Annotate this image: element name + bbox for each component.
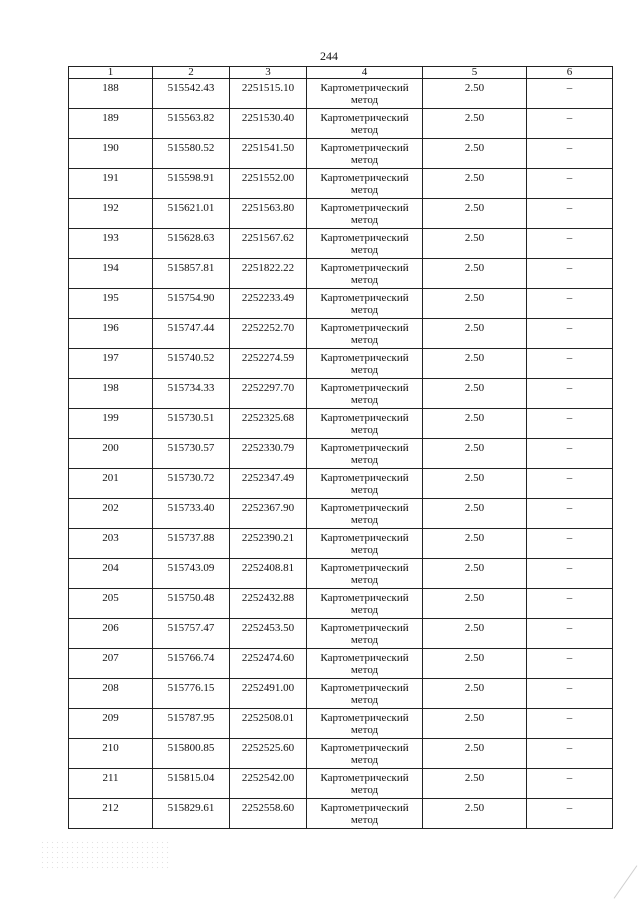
- method-line-2: метод: [350, 484, 379, 496]
- point-number-cell: 195: [69, 289, 153, 319]
- y-coordinate-cell: 2252408.81: [230, 559, 307, 589]
- accuracy-cell: 2.50: [423, 589, 527, 619]
- y-coordinate-cell: 2252558.60: [230, 799, 307, 829]
- method-cell: [307, 739, 423, 769]
- y-coordinate-cell: 2252432.88: [230, 589, 307, 619]
- table-row: [69, 349, 613, 379]
- y-coordinate-cell: 2251567.62: [230, 229, 307, 259]
- accuracy-cell: 2.50: [423, 349, 527, 379]
- x-coordinate-cell: 515766.74: [153, 649, 230, 679]
- accuracy-cell: 2.50: [423, 109, 527, 139]
- method-cell: [307, 589, 423, 619]
- method-cell: [307, 289, 423, 319]
- method-line-2: метод: [350, 364, 379, 376]
- point-number-cell: 205: [69, 589, 153, 619]
- x-coordinate-cell: 515737.88: [153, 529, 230, 559]
- column-header-6: 6: [527, 67, 613, 79]
- column-header-4: 4: [307, 67, 423, 79]
- method-line-2: метод: [350, 454, 379, 466]
- method-line-2: метод: [350, 214, 379, 226]
- method-line-2: метод: [350, 724, 379, 736]
- point-number-cell: 190: [69, 139, 153, 169]
- y-coordinate-cell: 2252474.60: [230, 649, 307, 679]
- point-number-cell: 210: [69, 739, 153, 769]
- y-coordinate-cell: 2251563.80: [230, 199, 307, 229]
- method-line-2: метод: [350, 154, 379, 166]
- method-cell: [307, 649, 423, 679]
- point-number-cell: 203: [69, 529, 153, 559]
- method-cell: [307, 349, 423, 379]
- point-number-cell: 207: [69, 649, 153, 679]
- method-line-2: метод: [350, 124, 379, 136]
- method-line-2: метод: [350, 634, 379, 646]
- note-cell: –: [527, 439, 613, 469]
- table-row: [69, 409, 613, 439]
- method-line-2: метод: [350, 334, 379, 346]
- table-row: [69, 439, 613, 469]
- method-cell: [307, 469, 423, 499]
- table-row: [69, 199, 613, 229]
- x-coordinate-cell: 515776.15: [153, 679, 230, 709]
- accuracy-cell: 2.50: [423, 79, 527, 109]
- note-cell: –: [527, 709, 613, 739]
- accuracy-cell: 2.50: [423, 439, 527, 469]
- y-coordinate-cell: 2251530.40: [230, 109, 307, 139]
- method-line-2: метод: [350, 604, 379, 616]
- accuracy-cell: 2.50: [423, 229, 527, 259]
- y-coordinate-cell: 2252330.79: [230, 439, 307, 469]
- table-row: [69, 319, 613, 349]
- x-coordinate-cell: 515787.95: [153, 709, 230, 739]
- method-line-2: метод: [350, 814, 379, 826]
- y-coordinate-cell: 2252390.21: [230, 529, 307, 559]
- table-row: [69, 259, 613, 289]
- method-line-2: метод: [350, 424, 379, 436]
- point-number-cell: 192: [69, 199, 153, 229]
- method-line-1: Картометрический: [320, 502, 409, 514]
- column-header-3: 3: [230, 67, 307, 79]
- table-row: [69, 499, 613, 529]
- accuracy-cell: 2.50: [423, 379, 527, 409]
- y-coordinate-cell: 2252297.70: [230, 379, 307, 409]
- method-cell: [307, 529, 423, 559]
- method-line-2: метод: [350, 94, 379, 106]
- accuracy-cell: 2.50: [423, 289, 527, 319]
- method-cell: [307, 679, 423, 709]
- accuracy-cell: 2.50: [423, 139, 527, 169]
- table-row: [69, 679, 613, 709]
- method-line-2: метод: [350, 274, 379, 286]
- x-coordinate-cell: 515740.52: [153, 349, 230, 379]
- y-coordinate-cell: 2251552.00: [230, 169, 307, 199]
- x-coordinate-cell: 515621.01: [153, 199, 230, 229]
- method-line-1: Картометрический: [320, 202, 409, 214]
- point-number-cell: 188: [69, 79, 153, 109]
- accuracy-cell: 2.50: [423, 769, 527, 799]
- table-row: [69, 619, 613, 649]
- x-coordinate-cell: 515754.90: [153, 289, 230, 319]
- point-number-cell: 211: [69, 769, 153, 799]
- method-line-1: Картометрический: [320, 172, 409, 184]
- column-header-1: 1: [69, 67, 153, 79]
- method-cell: [307, 259, 423, 289]
- page-number: 244: [320, 49, 338, 63]
- note-cell: –: [527, 469, 613, 499]
- table-row: [69, 109, 613, 139]
- accuracy-cell: 2.50: [423, 739, 527, 769]
- table-header: [69, 67, 613, 79]
- method-line-2: метод: [350, 544, 379, 556]
- method-line-1: Картометрический: [320, 112, 409, 124]
- x-coordinate-cell: 515747.44: [153, 319, 230, 349]
- x-coordinate-cell: 515628.63: [153, 229, 230, 259]
- x-coordinate-cell: 515733.40: [153, 499, 230, 529]
- table-body: [69, 79, 613, 829]
- x-coordinate-cell: 515580.52: [153, 139, 230, 169]
- note-cell: –: [527, 349, 613, 379]
- table-row: [69, 559, 613, 589]
- table-row: [69, 739, 613, 769]
- table-row: [69, 379, 613, 409]
- method-line-1: Картометрический: [320, 652, 409, 664]
- x-coordinate-cell: 515815.04: [153, 769, 230, 799]
- x-coordinate-cell: 515743.09: [153, 559, 230, 589]
- method-line-2: метод: [350, 244, 379, 256]
- method-line-1: Картометрический: [320, 802, 409, 814]
- accuracy-cell: 2.50: [423, 469, 527, 499]
- y-coordinate-cell: 2252491.00: [230, 679, 307, 709]
- point-number-cell: 194: [69, 259, 153, 289]
- method-line-1: Картометрический: [320, 412, 409, 424]
- method-line-1: Картометрический: [320, 592, 409, 604]
- note-cell: –: [527, 559, 613, 589]
- method-line-2: метод: [350, 754, 379, 766]
- table-row: [69, 139, 613, 169]
- note-cell: –: [527, 259, 613, 289]
- x-coordinate-cell: 515757.47: [153, 619, 230, 649]
- table-row: [69, 79, 613, 109]
- method-line-1: Картометрический: [320, 82, 409, 94]
- method-cell: [307, 799, 423, 829]
- note-cell: –: [527, 199, 613, 229]
- x-coordinate-cell: 515730.72: [153, 469, 230, 499]
- method-line-2: метод: [350, 514, 379, 526]
- method-line-1: Картометрический: [320, 382, 409, 394]
- method-line-1: Картометрический: [320, 232, 409, 244]
- note-cell: –: [527, 379, 613, 409]
- note-cell: –: [527, 799, 613, 829]
- point-number-cell: 202: [69, 499, 153, 529]
- method-cell: [307, 169, 423, 199]
- method-line-1: Картометрический: [320, 142, 409, 154]
- x-coordinate-cell: 515829.61: [153, 799, 230, 829]
- point-number-cell: 201: [69, 469, 153, 499]
- column-header-2: 2: [153, 67, 230, 79]
- scan-artifact-line: [614, 865, 638, 898]
- point-number-cell: 193: [69, 229, 153, 259]
- x-coordinate-cell: 515734.33: [153, 379, 230, 409]
- method-cell: [307, 709, 423, 739]
- method-line-2: метод: [350, 784, 379, 796]
- method-cell: [307, 619, 423, 649]
- method-line-1: Картометрический: [320, 292, 409, 304]
- method-line-2: метод: [350, 184, 379, 196]
- y-coordinate-cell: 2252233.49: [230, 289, 307, 319]
- method-cell: [307, 769, 423, 799]
- note-cell: –: [527, 649, 613, 679]
- method-cell: [307, 439, 423, 469]
- y-coordinate-cell: 2251515.10: [230, 79, 307, 109]
- method-line-1: Картометрический: [320, 262, 409, 274]
- accuracy-cell: 2.50: [423, 529, 527, 559]
- table-row: [69, 529, 613, 559]
- column-header-5: 5: [423, 67, 527, 79]
- note-cell: –: [527, 499, 613, 529]
- point-number-cell: 197: [69, 349, 153, 379]
- y-coordinate-cell: 2251822.22: [230, 259, 307, 289]
- point-number-cell: 204: [69, 559, 153, 589]
- table-row: [69, 229, 613, 259]
- note-cell: –: [527, 529, 613, 559]
- y-coordinate-cell: 2252453.50: [230, 619, 307, 649]
- table-row: [69, 709, 613, 739]
- point-number-cell: 212: [69, 799, 153, 829]
- header-row: [69, 67, 613, 79]
- y-coordinate-cell: 2252252.70: [230, 319, 307, 349]
- point-number-cell: 198: [69, 379, 153, 409]
- method-line-2: метод: [350, 574, 379, 586]
- method-cell: [307, 379, 423, 409]
- accuracy-cell: 2.50: [423, 319, 527, 349]
- method-cell: [307, 559, 423, 589]
- y-coordinate-cell: 2251541.50: [230, 139, 307, 169]
- x-coordinate-cell: 515598.91: [153, 169, 230, 199]
- method-cell: [307, 499, 423, 529]
- method-line-1: Картометрический: [320, 772, 409, 784]
- method-line-1: Картометрический: [320, 532, 409, 544]
- note-cell: –: [527, 619, 613, 649]
- method-cell: [307, 109, 423, 139]
- coordinates-table: [68, 66, 613, 829]
- point-number-cell: 200: [69, 439, 153, 469]
- method-line-1: Картометрический: [320, 712, 409, 724]
- accuracy-cell: 2.50: [423, 559, 527, 589]
- y-coordinate-cell: 2252508.01: [230, 709, 307, 739]
- table-row: [69, 769, 613, 799]
- method-line-2: метод: [350, 664, 379, 676]
- note-cell: –: [527, 139, 613, 169]
- accuracy-cell: 2.50: [423, 169, 527, 199]
- accuracy-cell: 2.50: [423, 259, 527, 289]
- x-coordinate-cell: 515750.48: [153, 589, 230, 619]
- method-cell: [307, 139, 423, 169]
- point-number-cell: 199: [69, 409, 153, 439]
- note-cell: –: [527, 109, 613, 139]
- method-cell: [307, 319, 423, 349]
- method-line-2: метод: [350, 694, 379, 706]
- note-cell: –: [527, 169, 613, 199]
- accuracy-cell: 2.50: [423, 649, 527, 679]
- table-row: [69, 649, 613, 679]
- accuracy-cell: 2.50: [423, 199, 527, 229]
- note-cell: –: [527, 229, 613, 259]
- accuracy-cell: 2.50: [423, 499, 527, 529]
- x-coordinate-cell: 515730.57: [153, 439, 230, 469]
- point-number-cell: 191: [69, 169, 153, 199]
- accuracy-cell: 2.50: [423, 409, 527, 439]
- point-number-cell: 208: [69, 679, 153, 709]
- method-cell: [307, 199, 423, 229]
- method-line-1: Картометрический: [320, 742, 409, 754]
- note-cell: –: [527, 589, 613, 619]
- x-coordinate-cell: 515857.81: [153, 259, 230, 289]
- scan-artifact: [40, 840, 170, 870]
- method-line-2: метод: [350, 304, 379, 316]
- method-line-1: Картометрический: [320, 622, 409, 634]
- point-number-cell: 189: [69, 109, 153, 139]
- method-line-2: метод: [350, 394, 379, 406]
- note-cell: –: [527, 319, 613, 349]
- note-cell: –: [527, 79, 613, 109]
- accuracy-cell: 2.50: [423, 619, 527, 649]
- method-line-1: Картометрический: [320, 442, 409, 454]
- table-row: [69, 589, 613, 619]
- table-row: [69, 469, 613, 499]
- note-cell: –: [527, 409, 613, 439]
- table-row: [69, 799, 613, 829]
- method-line-1: Картометрический: [320, 352, 409, 364]
- method-line-1: Картометрический: [320, 322, 409, 334]
- y-coordinate-cell: 2252347.49: [230, 469, 307, 499]
- method-line-1: Картометрический: [320, 682, 409, 694]
- accuracy-cell: 2.50: [423, 679, 527, 709]
- method-line-1: Картометрический: [320, 562, 409, 574]
- y-coordinate-cell: 2252525.60: [230, 739, 307, 769]
- x-coordinate-cell: 515730.51: [153, 409, 230, 439]
- method-cell: [307, 79, 423, 109]
- table-row: [69, 289, 613, 319]
- method-cell: [307, 229, 423, 259]
- y-coordinate-cell: 2252542.00: [230, 769, 307, 799]
- method-line-1: Картометрический: [320, 472, 409, 484]
- y-coordinate-cell: 2252325.68: [230, 409, 307, 439]
- note-cell: –: [527, 739, 613, 769]
- note-cell: –: [527, 289, 613, 319]
- accuracy-cell: 2.50: [423, 799, 527, 829]
- x-coordinate-cell: 515542.43: [153, 79, 230, 109]
- x-coordinate-cell: 515800.85: [153, 739, 230, 769]
- point-number-cell: 209: [69, 709, 153, 739]
- point-number-cell: 196: [69, 319, 153, 349]
- note-cell: –: [527, 769, 613, 799]
- table-row: [69, 169, 613, 199]
- y-coordinate-cell: 2252367.90: [230, 499, 307, 529]
- y-coordinate-cell: 2252274.59: [230, 349, 307, 379]
- accuracy-cell: 2.50: [423, 709, 527, 739]
- point-number-cell: 206: [69, 619, 153, 649]
- method-cell: [307, 409, 423, 439]
- x-coordinate-cell: 515563.82: [153, 109, 230, 139]
- note-cell: –: [527, 679, 613, 709]
